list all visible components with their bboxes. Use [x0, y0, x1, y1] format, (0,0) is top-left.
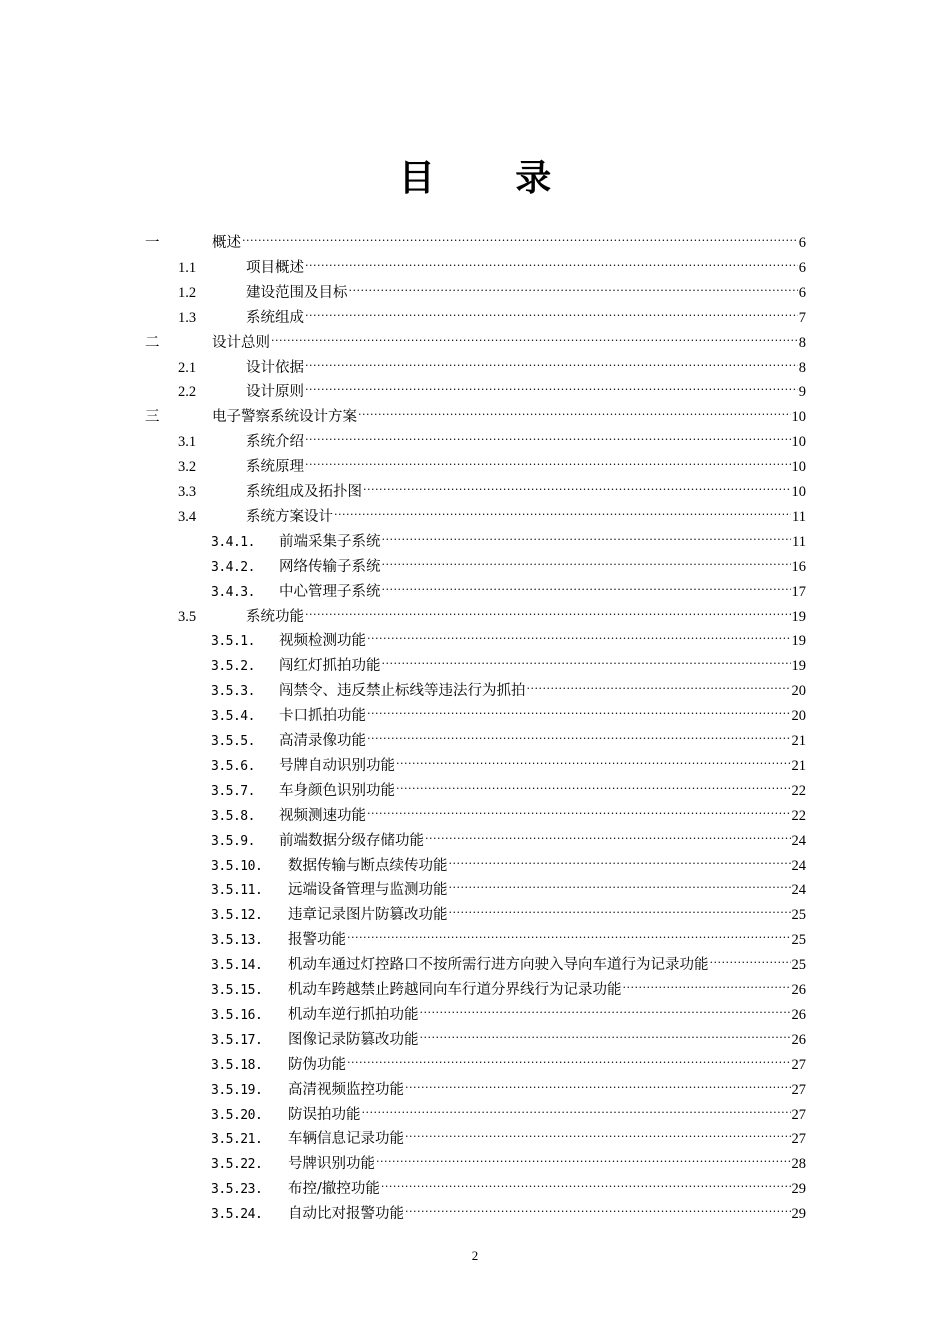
toc-entry-number: 3.5.14.: [211, 958, 263, 974]
toc-dot-leader: [527, 673, 791, 695]
toc-entry-number: 3.1: [178, 434, 197, 451]
toc-entry[interactable]: [211, 723, 806, 749]
toc-entry[interactable]: [211, 1171, 806, 1198]
toc-entry[interactable]: [211, 673, 806, 700]
toc-entry[interactable]: [211, 1196, 806, 1223]
toc-entry-page: 24: [791, 882, 806, 899]
toc-entry-title: 数据传输与断点续传功能: [288, 857, 448, 874]
toc-entry[interactable]: [178, 449, 806, 476]
toc-entry-title: 布控/撤控功能: [288, 1181, 380, 1198]
toc-entry[interactable]: [145, 225, 806, 251]
page-number: 2: [471, 1248, 479, 1263]
toc-dot-leader: [396, 773, 791, 795]
toc-entry-page: 6: [798, 284, 806, 301]
toc-entry-number: 3.5.16.: [211, 1007, 263, 1023]
toc-entry[interactable]: [211, 574, 806, 600]
toc-entry-page: 21: [791, 757, 806, 774]
toc-entry-number: 3.5.4.: [211, 709, 255, 725]
toc-entry[interactable]: [178, 599, 806, 625]
toc-entry-page: 27: [791, 1081, 806, 1098]
toc-entry-page: 27: [791, 1131, 806, 1148]
toc-entry-title: 机动车逆行抓拍功能: [288, 1006, 419, 1023]
toc-entry-title: 前端数据分级存储功能: [279, 832, 424, 849]
toc-entry[interactable]: [211, 524, 806, 550]
toc-entry-title: 电子警察系统设计方案: [212, 409, 357, 426]
toc-dot-leader: [305, 424, 791, 446]
toc-entry-page: 25: [791, 907, 806, 924]
toc-entry[interactable]: [211, 549, 806, 575]
toc-entry-number: 一: [145, 235, 160, 251]
toc-entry-page: 25: [791, 932, 806, 949]
toc-entry-page: 21: [791, 733, 806, 749]
toc-entry-title: 车身颜色识别功能: [279, 782, 395, 799]
toc-entry[interactable]: [178, 275, 806, 301]
toc-entry-number: 1.3: [178, 309, 197, 326]
toc-entry-page: 7: [798, 309, 806, 326]
toc-entry-number: 2.2: [178, 384, 197, 401]
toc-entry-number: 3.5.13.: [211, 933, 263, 949]
toc-entry-title: 防误拍功能: [288, 1106, 361, 1123]
toc-entry-number: 3.3: [178, 484, 197, 500]
toc-entry-title: 系统介绍: [246, 434, 304, 451]
toc-entry-page: 10: [791, 459, 806, 476]
toc-entry-number: 3.5.20.: [211, 1107, 263, 1123]
toc-entry[interactable]: [211, 1072, 806, 1098]
toc-entry-title: 图像记录防篡改功能: [288, 1031, 419, 1048]
toc-entry-page: 25: [791, 957, 806, 974]
toc-dot-leader: [449, 872, 791, 894]
toc-entry-title: 系统组成及拓扑图: [246, 484, 362, 500]
toc-dot-leader: [710, 947, 791, 969]
toc-entry-page: 29: [791, 1181, 806, 1198]
toc-entry-page: 16: [791, 558, 806, 575]
toc-entry-number: 3.5.9.: [211, 833, 255, 849]
toc-entry[interactable]: [178, 499, 806, 525]
toc-dot-leader: [405, 1196, 791, 1218]
toc-entry-title: 系统方案设计: [246, 508, 333, 525]
toc-dot-leader: [242, 225, 798, 247]
toc-entry-number: 3.5.6.: [211, 758, 255, 774]
toc-entry[interactable]: [211, 798, 806, 824]
toc-dot-leader: [349, 275, 798, 297]
toc-entry-number: 3.5.12.: [211, 908, 263, 924]
toc-entry-page: 10: [791, 484, 806, 500]
toc-dot-leader: [405, 1072, 791, 1094]
toc-entry-title: 机动车通过灯控路口不按所需行进方向驶入导向车道行为记录功能: [288, 957, 709, 974]
toc-entry-page: 22: [791, 807, 806, 824]
toc-entry[interactable]: [211, 823, 806, 849]
toc-entry-number: 2.1: [178, 359, 197, 376]
toc-dot-leader: [305, 350, 798, 372]
toc-entry[interactable]: [211, 773, 806, 799]
toc-entry[interactable]: [211, 698, 806, 725]
toc-entry-page: 22: [791, 782, 806, 799]
toc-dot-leader: [367, 623, 791, 645]
toc-entry-title: 机动车跨越禁止跨越同向车行道分界线行为记录功能: [288, 982, 622, 998]
toc-entry-page: 29: [791, 1206, 806, 1223]
toc-entry-title: 设计依据: [246, 359, 304, 376]
toc-entry-number: 3.2: [178, 459, 197, 476]
toc-dot-leader: [381, 1171, 791, 1193]
toc-entry-title: 设计总则: [212, 334, 270, 351]
toc-dot-leader: [305, 374, 798, 396]
toc-entry-title: 项目概述: [246, 259, 304, 276]
toc-dot-leader: [420, 997, 791, 1019]
toc-entry-number: 3.4: [178, 508, 197, 525]
toc-entry-page: 11: [792, 533, 806, 550]
toc-entry-number: 3.5.18.: [211, 1057, 263, 1073]
toc-entry-number: 3.5.8.: [211, 808, 255, 824]
toc-entry-page: 20: [791, 708, 806, 725]
toc-entry-page: 9: [798, 384, 806, 401]
toc-entry[interactable]: [178, 300, 806, 326]
toc-entry-title: 闯禁令、违反禁止标线等违法行为抓拍: [279, 683, 526, 700]
toc-dot-leader: [362, 1097, 791, 1119]
toc-dot-leader: [376, 1146, 791, 1168]
toc-entry[interactable]: [211, 947, 806, 974]
toc-entry-number: 3.5.10.: [211, 858, 263, 874]
toc-dot-leader: [382, 574, 791, 596]
toc-dot-leader: [271, 325, 798, 347]
toc-entry-title: 中心管理子系统: [279, 583, 381, 600]
toc-entry-page: 10: [791, 434, 806, 451]
toc-entry-page: 11: [792, 508, 806, 525]
toc-entry-number: 3.4.3.: [211, 584, 255, 600]
toc-dot-leader: [425, 823, 791, 845]
toc-entry-page: 6: [798, 259, 806, 276]
toc-entry[interactable]: [211, 648, 806, 675]
toc-dot-leader: [305, 449, 791, 471]
toc-entry-page: 19: [791, 633, 806, 650]
toc-entry[interactable]: [211, 1047, 806, 1073]
toc-entry-page: 28: [791, 1156, 806, 1173]
toc-dot-leader: [347, 1047, 791, 1069]
toc-entry[interactable]: [211, 922, 806, 949]
toc-entry-number: 3.4.2.: [211, 559, 255, 575]
toc-entry-number: 3.5.21.: [211, 1132, 263, 1148]
toc-entry-number: 3.5.22.: [211, 1157, 263, 1173]
toc-dot-leader: [367, 723, 791, 745]
toc-dot-leader: [382, 648, 791, 670]
toc-dot-leader: [623, 972, 791, 994]
toc-entry-title: 号牌自动识别功能: [279, 757, 395, 774]
toc-entry-number: 3.4.1.: [211, 534, 255, 550]
toc-entry-title: 建设范围及目标: [246, 284, 348, 301]
toc-entry[interactable]: [211, 972, 806, 998]
toc-entry-page: 27: [791, 1056, 806, 1073]
toc-dot-leader: [363, 474, 791, 496]
toc-entry-title: 闯红灯抓拍功能: [279, 658, 381, 675]
toc-entry-page: 27: [791, 1106, 806, 1123]
toc-entry[interactable]: [211, 848, 806, 874]
toc-entry[interactable]: [211, 1022, 806, 1048]
toc-entry-page: 26: [791, 1006, 806, 1023]
toc-dot-leader: [396, 748, 791, 770]
toc-entry-number: 1.2: [178, 284, 197, 301]
toc-dot-leader: [382, 524, 792, 546]
toc-entry-title: 防伪功能: [288, 1056, 346, 1073]
toc-entry-number: 3.5.24.: [211, 1207, 263, 1223]
toc-entry-page: 10: [791, 409, 806, 426]
toc-entry-title: 前端采集子系统: [279, 533, 381, 550]
toc-entry[interactable]: [211, 997, 806, 1023]
toc-entry-number: 3.5.11.: [211, 883, 263, 899]
toc-entry-number: 3.5: [178, 608, 197, 625]
toc-dot-leader: [334, 499, 791, 521]
toc-entry-number: 三: [145, 409, 160, 426]
toc-entry-title: 违章记录图片防篡改功能: [288, 907, 448, 924]
toc-entry-page: 26: [791, 1031, 806, 1048]
toc-entry-title: 系统原理: [246, 459, 304, 476]
toc-entry-title: 系统组成: [246, 309, 304, 326]
toc-entry-number: 3.5.7.: [211, 783, 255, 799]
toc-entry-page: 19: [791, 658, 806, 675]
toc-entry-title: 高清录像功能: [279, 733, 366, 749]
toc-dot-leader: [420, 1022, 791, 1044]
toc-entry[interactable]: [178, 374, 806, 401]
toc-dot-leader: [449, 848, 791, 870]
toc-entry[interactable]: [178, 250, 806, 276]
toc-entry-title: 系统功能: [246, 608, 304, 625]
toc-entry-number: 3.5.19.: [211, 1082, 263, 1098]
toc-entry[interactable]: [211, 1146, 806, 1173]
toc-entry-page: 6: [798, 235, 806, 251]
toc-entry-number: 3.5.15.: [211, 983, 263, 998]
toc-entry[interactable]: [211, 1121, 806, 1148]
toc-entry[interactable]: [178, 350, 806, 376]
toc-entry-title: 号牌识别功能: [288, 1156, 375, 1173]
toc-dot-leader: [358, 399, 791, 421]
toc-dot-leader: [305, 300, 798, 322]
toc-entry-number: 3.5.5.: [211, 734, 255, 749]
toc-entry-number: 3.5.23.: [211, 1182, 263, 1198]
toc-entry-page: 8: [798, 334, 806, 351]
toc-title: 目 录: [398, 158, 586, 199]
toc-entry-page: 17: [791, 583, 806, 600]
toc-entry[interactable]: [211, 748, 806, 774]
toc-entry-number: 1.1: [178, 259, 197, 276]
toc-entry-page: 26: [791, 982, 806, 998]
toc-entry-title: 自动比对报警功能: [288, 1206, 404, 1223]
toc-entry-title: 视频检测功能: [279, 633, 366, 650]
toc-entry-number: 3.5.17.: [211, 1032, 263, 1048]
toc-entry[interactable]: [145, 399, 806, 426]
toc-entry-title: 车辆信息记录功能: [288, 1131, 404, 1148]
toc-entry-page: 20: [791, 683, 806, 700]
toc-entry-title: 设计原则: [246, 384, 304, 401]
toc-entry-number: 3.5.1.: [211, 634, 255, 650]
toc-entry[interactable]: [211, 897, 806, 924]
toc-entry-number: 3.5.3.: [211, 684, 255, 700]
toc-entry-page: 8: [798, 359, 806, 376]
toc-dot-leader: [382, 549, 791, 571]
toc-entry[interactable]: [211, 872, 806, 899]
toc-dot-leader: [367, 698, 791, 720]
toc-dot-leader: [305, 599, 791, 621]
toc-entry-title: 高清视频监控功能: [288, 1081, 404, 1098]
toc-entry-page: 24: [791, 857, 806, 874]
toc-entry-number: 3.5.2.: [211, 659, 255, 675]
toc-entry-title: 视频测速功能: [279, 807, 366, 824]
toc-entry[interactable]: [211, 1097, 806, 1123]
toc-entry-title: 报警功能: [288, 932, 346, 949]
toc-entry-page: 24: [791, 832, 806, 849]
toc-entry-title: 网络传输子系统: [279, 558, 381, 575]
toc-entry[interactable]: [145, 325, 806, 351]
toc-entry-title: 概述: [212, 235, 241, 251]
toc-dot-leader: [367, 798, 791, 820]
toc-entry[interactable]: [211, 623, 806, 650]
toc-dot-leader: [347, 922, 791, 944]
toc-dot-leader: [305, 250, 798, 272]
toc-dot-leader: [405, 1121, 791, 1143]
toc-dot-leader: [449, 897, 791, 919]
toc-entry-number: 二: [145, 334, 160, 351]
toc-entry-page: 19: [791, 608, 806, 625]
toc-entry[interactable]: [178, 474, 806, 500]
toc-entry-title: 远端设备管理与监测功能: [288, 882, 448, 899]
toc-entry-title: 卡口抓拍功能: [279, 708, 366, 725]
toc-entry[interactable]: [178, 424, 806, 451]
